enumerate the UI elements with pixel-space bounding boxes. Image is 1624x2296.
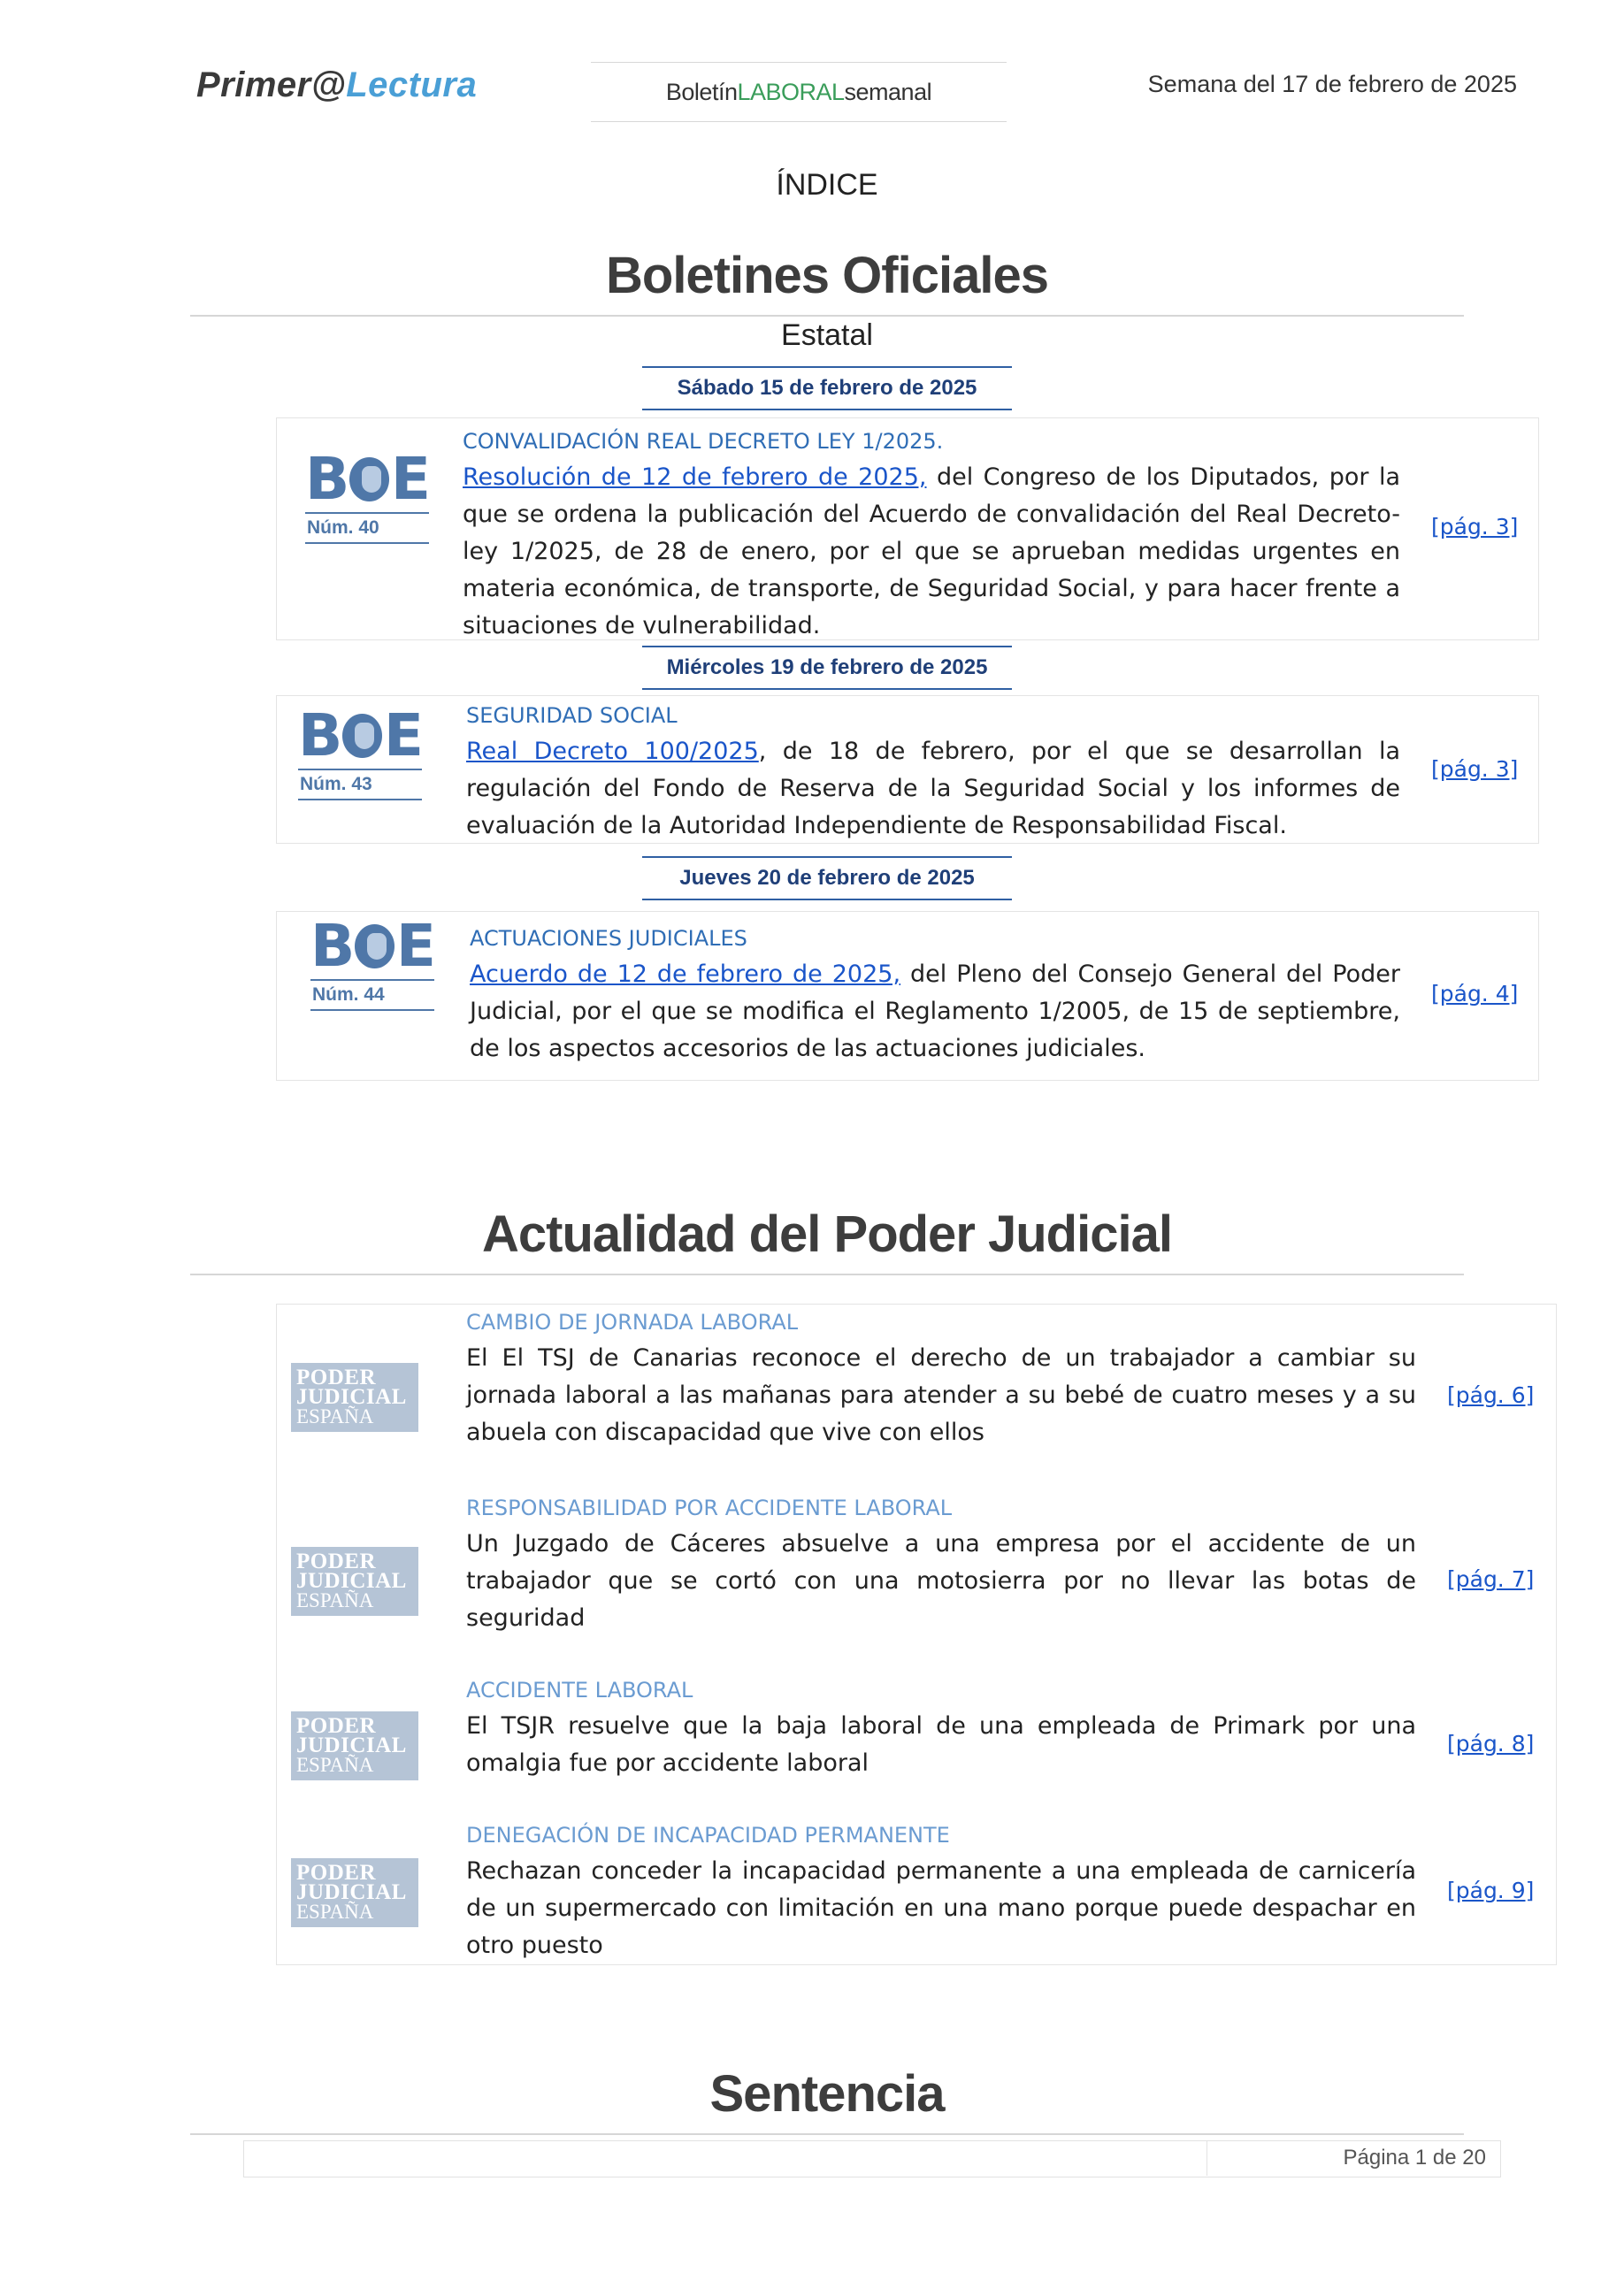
boe-entry-card (276, 911, 1539, 1081)
pj-logo-line1: PODER (296, 1861, 376, 1885)
indice-heading: ÍNDICE (776, 168, 878, 202)
poder-judicial-logo (291, 1711, 418, 1780)
news-text: Rechazan conceder la incapacidad permanente a una empleada de carnicería de un supermercado con limitación en una mano porque puede despachar en otro puesto (466, 1857, 1416, 1959)
section-divider (190, 2133, 1464, 2135)
news-category: RESPONSABILIDAD POR ACCIDENTE LABORAL (466, 1496, 953, 1520)
brand-logo (196, 65, 477, 105)
pj-logo-line3: ESPAÑA (296, 1405, 374, 1427)
entry-description: , de 18 de febrero, por el que se desarrollan la regulación del Fondo de Reserva de la Seguridad Social y los informes de evaluación de la Autoridad Independiente de Responsabilidad Fiscal. (466, 738, 1400, 839)
pj-logo-line3: ESPAÑA (296, 1901, 374, 1923)
section-title-boletines: Boletines Oficiales (606, 247, 1048, 304)
pj-logo-line2: JUDICIAL (296, 1733, 407, 1757)
brand-part1: Primer@ (196, 65, 347, 104)
section-title-poder-judicial: Actualidad del Poder Judicial (482, 1205, 1172, 1263)
entry-text (470, 956, 1400, 1068)
entry-link[interactable]: Acuerdo de 12 de febrero de 2025, (470, 960, 901, 988)
boe-number: Núm. 43 (298, 769, 422, 800)
date-banner: Miércoles 19 de febrero de 2025 (642, 646, 1012, 690)
bulletin-title (591, 62, 1007, 122)
entry-description: del Pleno del Consejo General del Poder Judicial, por el que se modifica el Reglamento 1/2005, de 15 de septiembre, de los aspectos accesorios de las actuaciones judiciales. (470, 960, 1400, 1062)
page-ref-link[interactable]: [pág. 4] (1431, 981, 1519, 1006)
boe-emblem-icon (342, 714, 382, 758)
section-divider (190, 315, 1464, 317)
poder-judicial-logo (291, 1547, 418, 1616)
entry-category: ACTUACIONES JUDICIALES (470, 926, 747, 951)
bulletin-pre: Boletín (665, 78, 738, 105)
news-category: DENEGACIÓN DE INCAPACIDAD PERMANENTE (466, 1823, 950, 1848)
page-ref-link[interactable]: [pág. 3] (1431, 756, 1519, 782)
boe-entry-card (276, 417, 1539, 640)
poder-judicial-logo (291, 1858, 418, 1927)
entry-text (466, 733, 1400, 845)
section-title-sentencia: Sentencia (709, 2065, 945, 2123)
boe-logo: B E Núm. 44 (310, 921, 434, 1011)
pj-logo-line1: PODER (296, 1714, 376, 1738)
section-divider (190, 1274, 1464, 1275)
bulletin-laboral: LABORAL (737, 78, 845, 105)
pj-logo-line1: PODER (296, 1550, 376, 1573)
page-number: Página 1 de 20 (1343, 2146, 1486, 2170)
date-banner: Sábado 15 de febrero de 2025 (642, 366, 1012, 410)
entry-category: SEGURIDAD SOCIAL (466, 703, 678, 728)
entry-link[interactable]: Real Decreto 100/2025 (466, 738, 759, 765)
pj-logo-line3: ESPAÑA (296, 1754, 374, 1776)
pj-logo-line3: ESPAÑA (296, 1589, 374, 1611)
boe-emblem-icon (355, 924, 395, 968)
pj-logo-line2: JUDICIAL (296, 1385, 407, 1409)
brand-part2: Lectura (346, 65, 478, 104)
date-banner: Jueves 20 de febrero de 2025 (642, 856, 1012, 900)
page-ref-link[interactable]: [pág. 7] (1447, 1566, 1535, 1592)
poder-judicial-card (276, 1304, 1557, 1965)
news-category: ACCIDENTE LABORAL (466, 1678, 693, 1703)
entry-link[interactable]: Resolución de 12 de febrero de 2025, (463, 463, 927, 491)
section-subtitle-estatal: Estatal (781, 318, 873, 352)
news-text: El El TSJ de Canarias reconoce el derecho de un trabajador a cambiar su jornada laboral a las mañanas para atender a su bebé de cuatro meses y a su abuela con discapacidad que vive con ellos (466, 1344, 1416, 1446)
boe-number: Núm. 44 (310, 979, 434, 1011)
boe-entry-card (276, 695, 1539, 844)
page-ref-link[interactable]: [pág. 9] (1447, 1878, 1535, 1903)
week-label: Semana del 17 de febrero de 2025 (1147, 71, 1517, 97)
bulletin-post: semanal (844, 78, 932, 105)
page-ref-link[interactable]: [pág. 6] (1447, 1382, 1535, 1408)
poder-judicial-logo (291, 1363, 418, 1432)
pj-logo-line2: JUDICIAL (296, 1569, 407, 1593)
boe-logo: B E Núm. 40 (305, 454, 429, 544)
entry-category: CONVALIDACIÓN REAL DECRETO LEY 1/2025. (463, 429, 944, 454)
entry-description: del Congreso de los Diputados, por la que se ordena la publicación del Acuerdo de convalidación del Real Decreto-ley 1/2025, de 28 de enero, por el que se aprueban medidas urgentes en materia económica, de transporte, de Seguridad Social, y para hacer frente a situaciones de vulnerabilidad. (463, 463, 1400, 639)
news-text: Un Juzgado de Cáceres absuelve a una empresa por el accidente de un trabajador que se cortó con una motosierra por no llevar las botas de seguridad (466, 1530, 1416, 1632)
page-ref-link[interactable]: [pág. 8] (1447, 1731, 1535, 1756)
news-text: El TSJR resuelve que la baja laboral de una empleada de Primark por una omalgia fue por accidente laboral (466, 1712, 1416, 1777)
boe-number: Núm. 40 (305, 512, 429, 544)
boe-emblem-icon (349, 457, 389, 501)
page-ref-link[interactable]: [pág. 3] (1431, 514, 1519, 540)
entry-text (463, 459, 1400, 645)
pj-logo-line1: PODER (296, 1366, 376, 1389)
boe-logo: B E Núm. 43 (298, 710, 422, 800)
news-category: CAMBIO DE JORNADA LABORAL (466, 1310, 799, 1335)
pj-logo-line2: JUDICIAL (296, 1880, 407, 1904)
